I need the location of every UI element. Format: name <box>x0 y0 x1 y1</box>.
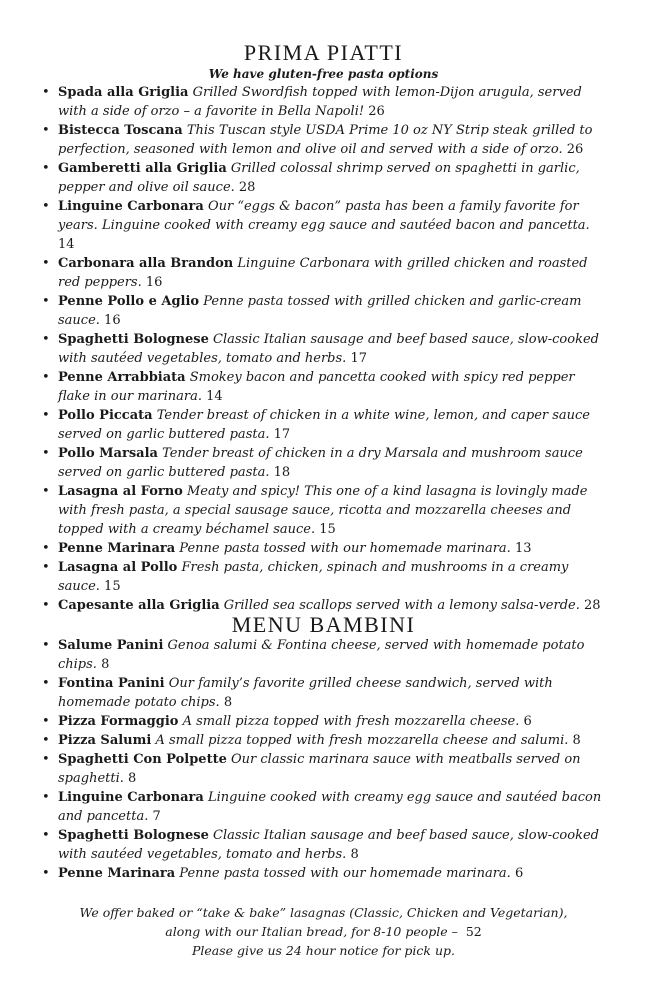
menu-item-name: Penne Marinara <box>58 541 176 556</box>
bullet-icon: • <box>42 598 50 613</box>
menu-item <box>0 254 647 292</box>
bullet-icon: • <box>42 541 50 556</box>
bullet-icon: • <box>42 446 50 461</box>
bullet-icon: • <box>42 161 50 176</box>
footer-line-3: Please give us 24 hour notice for pick up. <box>191 943 455 958</box>
menu-item-name: Gamberetti alla Griglia <box>58 161 227 176</box>
menu-item-price: 8 <box>223 695 233 710</box>
bullet-icon: • <box>42 676 50 691</box>
menu-item-description: Classic Italian sausage and beef based sauce, slow-cooked with sautéed vegetables, tomato and herbs. <box>58 828 599 862</box>
menu-bambini-list <box>0 636 647 883</box>
menu-item <box>0 121 647 159</box>
menu-item-description: Our classic marinara sauce with meatballs served on spaghetti. <box>58 752 581 786</box>
menu-item <box>0 83 647 121</box>
bullet-icon: • <box>42 866 50 881</box>
menu-item-price: 26 <box>368 104 385 119</box>
menu-item-price: 15 <box>104 579 121 594</box>
footer-line-2-text: along with our Italian bread, for 8-10 people – <box>165 924 458 939</box>
footer-price: 52 <box>465 924 482 939</box>
menu-item-price: 15 <box>319 522 336 537</box>
menu-item-name: Capesante alla Griglia <box>58 598 220 613</box>
bullet-icon: • <box>42 790 50 805</box>
menu-item-description: Linguine cooked with creamy egg sauce and sautéed bacon and pancetta. <box>58 790 602 824</box>
menu-item-description: Our family’s favorite grilled cheese sandwich, served with homemade potato chips. <box>58 676 553 710</box>
footer-line-2 <box>0 922 647 941</box>
menu-item-description: Tender breast of chicken in a white wine, lemon, and caper sauce served on garlic buttered pasta. <box>58 408 591 442</box>
menu-item-name: Penne Marinara <box>58 866 176 881</box>
menu-item-price: 28 <box>238 180 256 195</box>
menu-item-name: Pizza Salumi <box>58 733 152 748</box>
menu-item-description: Grilled sea scallops served with a lemony salsa-verde. <box>223 598 580 613</box>
menu-item-name: Linguine Carbonara <box>58 790 204 805</box>
menu-item-description: Genoa salumi & Fontina cheese, served with homemade potato chips. <box>58 638 585 672</box>
menu-item-description: Linguine Carbonara with grilled chicken and roasted red peppers. <box>58 256 588 290</box>
menu-item <box>0 788 647 826</box>
menu-item-name: Spaghetti Bolognese <box>58 828 209 843</box>
bullet-icon: • <box>42 752 50 767</box>
menu-item-price: 13 <box>514 541 532 556</box>
bullet-icon: • <box>42 199 50 214</box>
prima-piatti-list <box>0 83 647 615</box>
menu-item-price: 14 <box>206 389 223 404</box>
bullet-icon: • <box>42 123 50 138</box>
bullet-icon: • <box>42 294 50 309</box>
menu-item-description: Penne pasta tossed with grilled chicken and garlic-cream sauce. <box>58 294 582 328</box>
menu-item-description: A small pizza topped with fresh mozzarella cheese and salumi. <box>155 733 569 748</box>
menu-item-name: Lasagna al Pollo <box>58 560 178 575</box>
menu-item <box>0 712 647 731</box>
menu-item-price: 28 <box>584 598 601 613</box>
menu-item-price: 26 <box>566 142 584 157</box>
bullet-icon: • <box>42 256 50 271</box>
menu-item-name: Fontina Panini <box>58 676 165 691</box>
bullet-icon: • <box>42 560 50 575</box>
menu-item-description: A small pizza topped with fresh mozzarella cheese. <box>182 714 520 729</box>
prima-piatti-title: PRIMA PIATTI <box>243 40 404 65</box>
footer-line-1: We offer baked or “take & bake” lasagnas (Classic, Chicken and Vegetarian), <box>79 905 568 920</box>
menu-item-price: 17 <box>350 351 367 366</box>
menu-item-name: Bistecca Toscana <box>58 123 183 138</box>
menu-item-price: 8 <box>128 771 137 786</box>
menu-item-description: Meaty and spicy! This one of a kind lasagna is lovingly made with fresh pasta, a special sausage sauce, ricotta and mozzarella cheeses and topped with a creamy béchamel sauce. <box>58 484 588 537</box>
menu-item-price: 6 <box>514 866 524 881</box>
bullet-icon: • <box>42 714 50 729</box>
menu-item-name: Spaghetti Bolognese <box>58 332 209 347</box>
menu-item-name: Spaghetti Con Polpette <box>58 752 227 767</box>
bullet-icon: • <box>42 85 50 100</box>
menu-item <box>0 406 647 444</box>
menu-item <box>0 674 647 712</box>
menu-item-description: Classic Italian sausage and beef based sauce, slow-cooked with sautéed vegetables, tomato and herbs. <box>58 332 599 366</box>
menu-item <box>0 330 647 368</box>
menu-item-name: Spada alla Griglia <box>58 85 189 100</box>
menu-item-description: Tender breast of chicken in a dry Marsala and mushroom sauce served on garlic buttered pasta. <box>58 446 583 480</box>
menu-item-price: 6 <box>523 714 532 729</box>
menu-item-name: Penne Pollo e Aglio <box>58 294 200 309</box>
bullet-icon: • <box>42 370 50 385</box>
menu-item-description: Our “eggs & bacon” pasta has been a family favorite for years. Linguine cooked with creamy egg sauce and sautéed bacon and pancetta. <box>58 199 590 233</box>
menu-item <box>0 444 647 482</box>
menu-item <box>0 750 647 788</box>
menu-item-name: Pizza Formaggio <box>58 714 179 729</box>
bullet-icon: • <box>42 828 50 843</box>
menu-item-name: Lasagna al Forno <box>58 484 183 499</box>
menu-item <box>0 292 647 330</box>
menu-bambini-title: MENU BAMBINI <box>231 612 416 637</box>
bullet-icon: • <box>42 408 50 423</box>
menu-item-price: 16 <box>145 275 163 290</box>
menu-item-description: Grilled Swordfish topped with lemon-Dijon arugula, served with a side of orzo – a favorite in Bella Napoli! <box>58 85 582 119</box>
menu-item <box>0 368 647 406</box>
footer-note <box>0 903 647 960</box>
menu-item-price: 18 <box>273 465 291 480</box>
menu-item-name: Salume Panini <box>58 638 164 653</box>
menu-item <box>0 636 647 674</box>
menu-item <box>0 482 647 539</box>
bullet-icon: • <box>42 733 50 748</box>
menu-item-price: 7 <box>152 809 161 824</box>
menu-item-description: This Tuscan style USDA Prime 10 oz NY Strip steak grilled to perfection, seasoned with lemon and olive oil and served with a side of orzo. <box>58 123 593 157</box>
menu-item <box>0 826 647 864</box>
menu-item-description: Fresh pasta, chicken, spinach and mushrooms in a creamy sauce. <box>58 560 569 594</box>
menu-item <box>0 197 647 254</box>
menu-item-price: 8 <box>350 847 359 862</box>
menu-item <box>0 558 647 596</box>
menu-item-name: Linguine Carbonara <box>58 199 204 214</box>
menu-item <box>0 539 647 558</box>
bullet-icon: • <box>42 484 50 499</box>
menu-item-price: 8 <box>572 733 581 748</box>
menu-item-name: Carbonara alla Brandon <box>58 256 234 271</box>
menu-item-price: 14 <box>58 237 75 252</box>
menu-item <box>0 864 647 883</box>
prima-piatti-subtitle: We have gluten-free pasta options <box>208 67 439 81</box>
menu-item-description: Penne pasta tossed with our homemade marinara. <box>179 866 511 881</box>
menu-item <box>0 731 647 750</box>
menu-item-name: Pollo Piccata <box>58 408 153 423</box>
menu-item-price: 16 <box>104 313 121 328</box>
menu-item-description: Smokey bacon and pancetta cooked with spicy red pepper flake in our marinara. <box>58 370 575 404</box>
menu-item-price: 8 <box>101 657 110 672</box>
menu-item <box>0 159 647 197</box>
menu-item-description: Penne pasta tossed with our homemade marinara. <box>179 541 511 556</box>
menu-item-name: Penne Arrabbiata <box>58 370 186 385</box>
menu-item-price: 17 <box>273 427 291 442</box>
menu-item-description: Grilled colossal shrimp served on spaghetti in garlic, pepper and olive oil sauce. <box>58 161 580 195</box>
bullet-icon: • <box>42 638 50 653</box>
menu-item-name: Pollo Marsala <box>58 446 158 461</box>
bullet-icon: • <box>42 332 50 347</box>
